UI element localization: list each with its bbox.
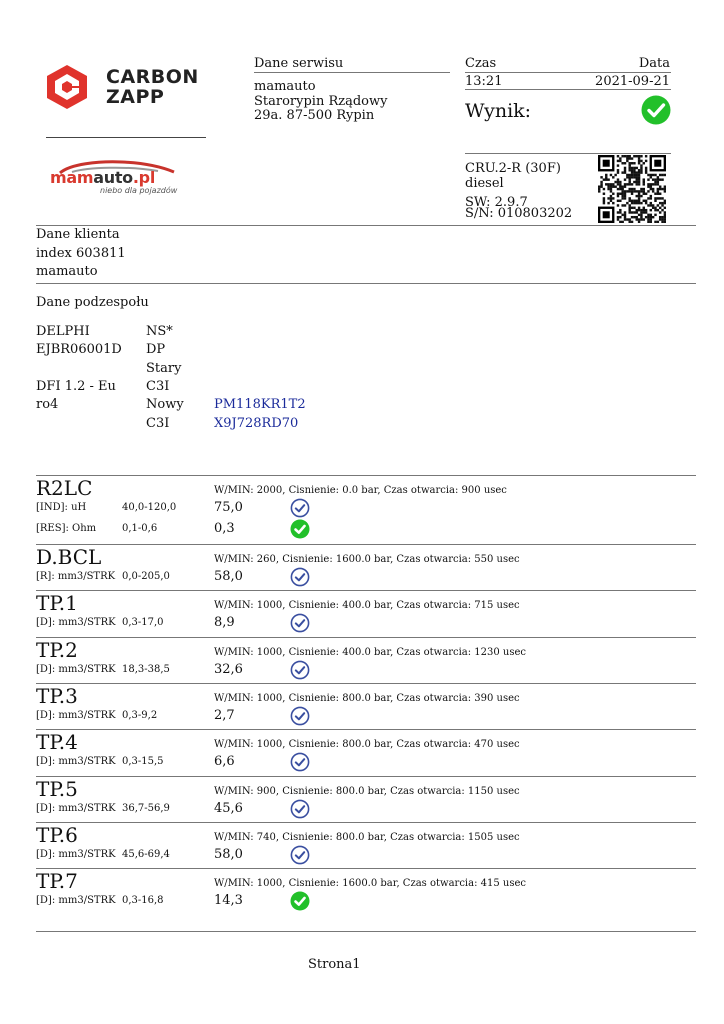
client-header: Dane klienta (36, 227, 120, 242)
qr-code (598, 155, 666, 223)
device-sw: SW: 2.9.7 (465, 195, 528, 210)
device-fuel: diesel (465, 176, 504, 191)
test-row-label: [D]: mm3/STRK (36, 709, 116, 721)
test-name: D.BCL (36, 545, 102, 569)
component-cell-c3: PM118KR1T2 (214, 397, 306, 413)
test-row-value: 2,7 (214, 707, 235, 723)
component-cell-c1: ro4 (36, 397, 59, 413)
test-row-value: 14,3 (214, 893, 243, 909)
blue-check-icon (290, 660, 310, 680)
device-model: CRU.2-R (30F) (465, 161, 561, 176)
meta-divider-2 (465, 89, 671, 90)
test-row-label: [RES]: Ohm (36, 523, 97, 534)
component-header: Dane podzespołu (36, 295, 149, 310)
service-header: Dane serwisu (254, 56, 344, 71)
component-cell-c2: C3I (146, 415, 170, 431)
service-address: 29a. 87-500 Rypin (254, 108, 375, 123)
client-name: mamauto (36, 264, 98, 279)
component-cell-c2: DP (146, 342, 166, 358)
blue-check-icon (290, 845, 310, 865)
test-row-value: 58,0 (214, 569, 243, 584)
test-params: W/MIN: 1000, Cisnienie: 400.0 bar, Czas otwarcia: 1230 usec (214, 646, 526, 658)
date-value: 2021-09-21 (595, 74, 670, 89)
test-row-label: [D]: mm3/STRK (36, 802, 116, 814)
logo-line1: CARBON (106, 66, 199, 88)
mamauto-logo-auto: auto (93, 168, 133, 187)
time-value: 13:21 (465, 74, 503, 89)
test-divider (36, 729, 696, 730)
component-cell-c2: C3I (146, 378, 170, 394)
footer-divider (36, 931, 696, 932)
test-row-label: [IND]: uH (36, 502, 87, 513)
blue-check-icon (290, 567, 310, 587)
blue-check-icon (290, 613, 310, 633)
date-label: Data (638, 56, 670, 71)
device-divider (465, 153, 671, 154)
test-row-value: 8,9 (214, 615, 235, 631)
component-cell-c1: DFI 1.2 - Eu (36, 378, 116, 394)
green-check-icon (290, 891, 310, 911)
test-row-label: [D]: mm3/STRK (36, 617, 116, 629)
mamauto-tagline: niebo dla pojazdów (100, 186, 178, 195)
test-divider (36, 637, 696, 638)
green-check-icon (290, 519, 310, 539)
mamauto-logo-mam: mam (50, 168, 94, 187)
result-check-icon (641, 95, 671, 125)
test-row-range: 0,0-205,0 (122, 571, 170, 582)
test-divider (36, 776, 696, 777)
result-label: Wynik: (465, 100, 532, 122)
test-params: W/MIN: 900, Cisnienie: 800.0 bar, Czas otwarcia: 1150 usec (214, 785, 520, 797)
component-cell-c1: DELPHI (36, 324, 90, 339)
test-divider (36, 683, 696, 684)
test-divider (36, 544, 696, 545)
test-divider (36, 822, 696, 823)
test-row-range: 45,6-69,4 (122, 848, 170, 860)
test-params: W/MIN: 740, Cisnienie: 800.0 bar, Czas otwarcia: 1505 usec (214, 831, 520, 843)
service-street: Starorypin Rządowy (254, 94, 388, 109)
client-bottom-divider (36, 283, 696, 284)
test-row-label: [D]: mm3/STRK (36, 848, 116, 860)
test-name: TP.5 (36, 776, 78, 801)
test-name: TP.4 (36, 730, 78, 755)
test-divider (36, 868, 696, 869)
test-row-label: [D]: mm3/STRK (36, 895, 116, 907)
test-row-label: [D]: mm3/STRK (36, 663, 116, 675)
test-row-value: 6,6 (214, 754, 235, 770)
test-params: W/MIN: 1000, Cisnienie: 800.0 bar, Czas otwarcia: 390 usec (214, 692, 520, 704)
service-name: mamauto (254, 79, 316, 94)
test-row-range: 0,1-0,6 (122, 523, 158, 534)
test-params: W/MIN: 260, Cisnienie: 1600.0 bar, Czas otwarcia: 550 usec (214, 554, 520, 565)
test-params: W/MIN: 1000, Cisnienie: 1600.0 bar, Czas otwarcia: 415 usec (214, 878, 526, 890)
test-divider (36, 590, 696, 591)
test-row-value: 0,3 (214, 521, 235, 536)
time-label: Czas (465, 56, 497, 71)
device-sn: S/N: 010803202 (465, 206, 573, 221)
test-row-label: [D]: mm3/STRK (36, 756, 116, 768)
blue-check-icon (290, 799, 310, 819)
component-cell-c2: NS* (146, 324, 173, 339)
test-name: TP.6 (36, 822, 78, 847)
component-cell-c2: Nowy (146, 397, 184, 413)
mamauto-logo (50, 160, 180, 200)
test-row-range: 0,3-17,0 (122, 617, 164, 629)
test-row-value: 32,6 (214, 661, 243, 677)
service-header-divider (254, 72, 450, 73)
client-top-divider (36, 225, 696, 226)
test-row-value: 58,0 (214, 846, 243, 862)
carbonzapp-logo (44, 64, 199, 110)
blue-check-icon (290, 706, 310, 726)
test-row-range: 0,3-9,2 (122, 709, 158, 721)
test-row-value: 75,0 (214, 500, 243, 515)
logo-line2: ZAPP (106, 86, 165, 108)
blue-check-icon (290, 498, 310, 518)
mamauto-logo-pl: .pl (132, 168, 156, 187)
component-cell-c3: X9J728RD70 (214, 415, 299, 431)
test-params: W/MIN: 2000, Cisnienie: 0.0 bar, Czas otwarcia: 900 usec (214, 485, 507, 496)
carbonzapp-logo-icon (44, 64, 90, 110)
test-name: TP.7 (36, 869, 78, 894)
test-name: TP.1 (36, 591, 78, 616)
component-cell-c1: EJBR06001D (36, 342, 122, 358)
page-number: Strona1 (308, 957, 361, 972)
test-divider (36, 475, 696, 476)
test-row-label: [R]: mm3/STRK (36, 571, 116, 582)
blue-check-icon (290, 752, 310, 772)
test-row-range: 0,3-15,5 (122, 756, 164, 768)
test-params: W/MIN: 1000, Cisnienie: 400.0 bar, Czas otwarcia: 715 usec (214, 600, 520, 612)
test-name: TP.3 (36, 683, 78, 708)
test-params: W/MIN: 1000, Cisnienie: 800.0 bar, Czas otwarcia: 470 usec (214, 739, 520, 751)
test-row-range: 18,3-38,5 (122, 663, 170, 675)
test-row-value: 45,6 (214, 800, 243, 816)
test-name: TP.2 (36, 637, 78, 662)
logo-underline (46, 137, 206, 138)
test-row-range: 0,3-16,8 (122, 895, 164, 907)
test-name: R2LC (36, 476, 93, 500)
client-index: index 603811 (36, 246, 126, 261)
test-row-range: 36,7-56,9 (122, 802, 170, 814)
component-cell-c2: Stary (146, 360, 182, 376)
test-row-range: 40,0-120,0 (122, 502, 177, 513)
